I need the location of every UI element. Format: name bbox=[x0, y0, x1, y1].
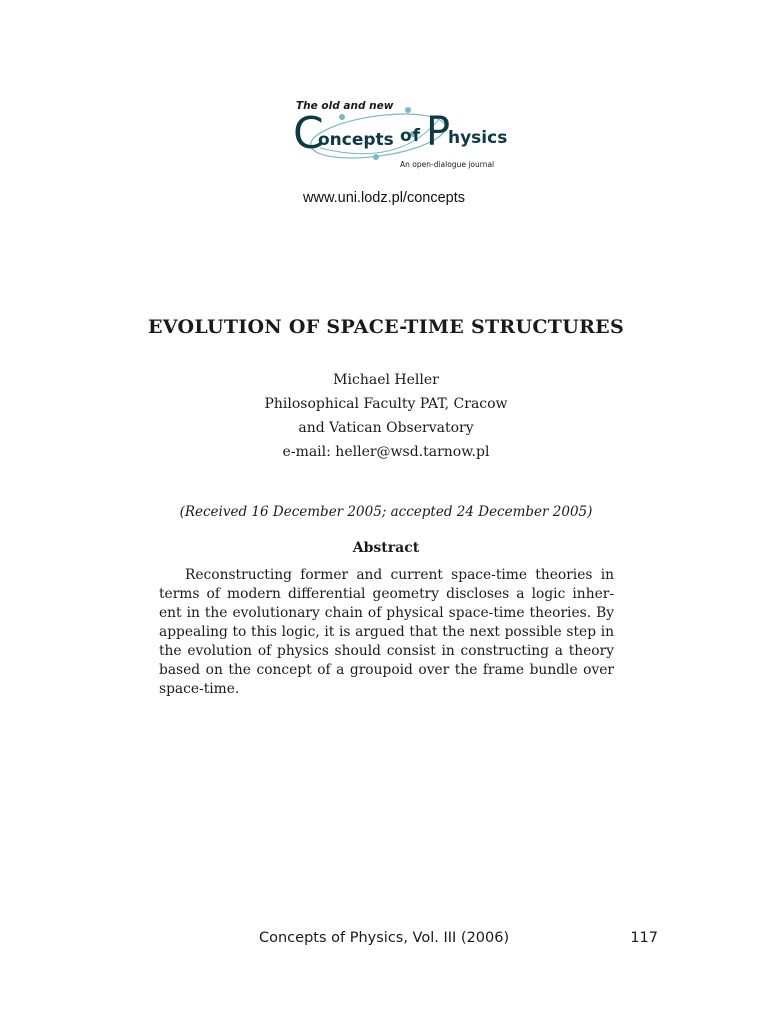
journal-logo bbox=[290, 98, 510, 176]
affiliation-line-1: Philosophical Faculty PAT, Cracow bbox=[264, 396, 508, 412]
logo-tagline: The old and new bbox=[296, 100, 394, 112]
received-dates: (Received 16 December 2005; accepted 24 December 2005) bbox=[179, 504, 593, 520]
abstract-text: Reconstructing former and current space-time theories in terms of modern differential geometry discloses a logic inher-ent in the evolutionary chain of physical space-time theories. By appealing to this logic, it is argued that the next possible step in the evolution of physics should consist in constructing a theory based on the concept of a groupoid over the frame bundle over space-time. bbox=[159, 567, 614, 697]
page-number: 117 bbox=[630, 930, 658, 946]
logo-subtitle: An open-dialogue journal bbox=[400, 160, 495, 169]
logo-word-of: of bbox=[400, 126, 422, 146]
logo-initial-p: P bbox=[426, 109, 451, 155]
abstract-heading: Abstract bbox=[352, 540, 420, 556]
journal-url[interactable]: www.uni.lodz.pl/concepts bbox=[303, 190, 465, 206]
paper-title: EVOLUTION OF SPACE-TIME STRUCTURES bbox=[147, 316, 624, 338]
affiliation-line-2: and Vatican Observatory bbox=[298, 420, 474, 436]
logo-initial-c: C bbox=[293, 108, 324, 159]
footer-journal: Concepts of Physics, Vol. III (2006) bbox=[259, 930, 510, 946]
logo-word-concepts: oncepts bbox=[318, 130, 394, 150]
author-email: e-mail: heller@wsd.tarnow.pl bbox=[282, 444, 490, 460]
author-name: Michael Heller bbox=[333, 372, 439, 388]
logo-word-physics: hysics bbox=[448, 128, 508, 148]
abstract-body bbox=[159, 566, 614, 699]
author-block bbox=[0, 368, 768, 464]
